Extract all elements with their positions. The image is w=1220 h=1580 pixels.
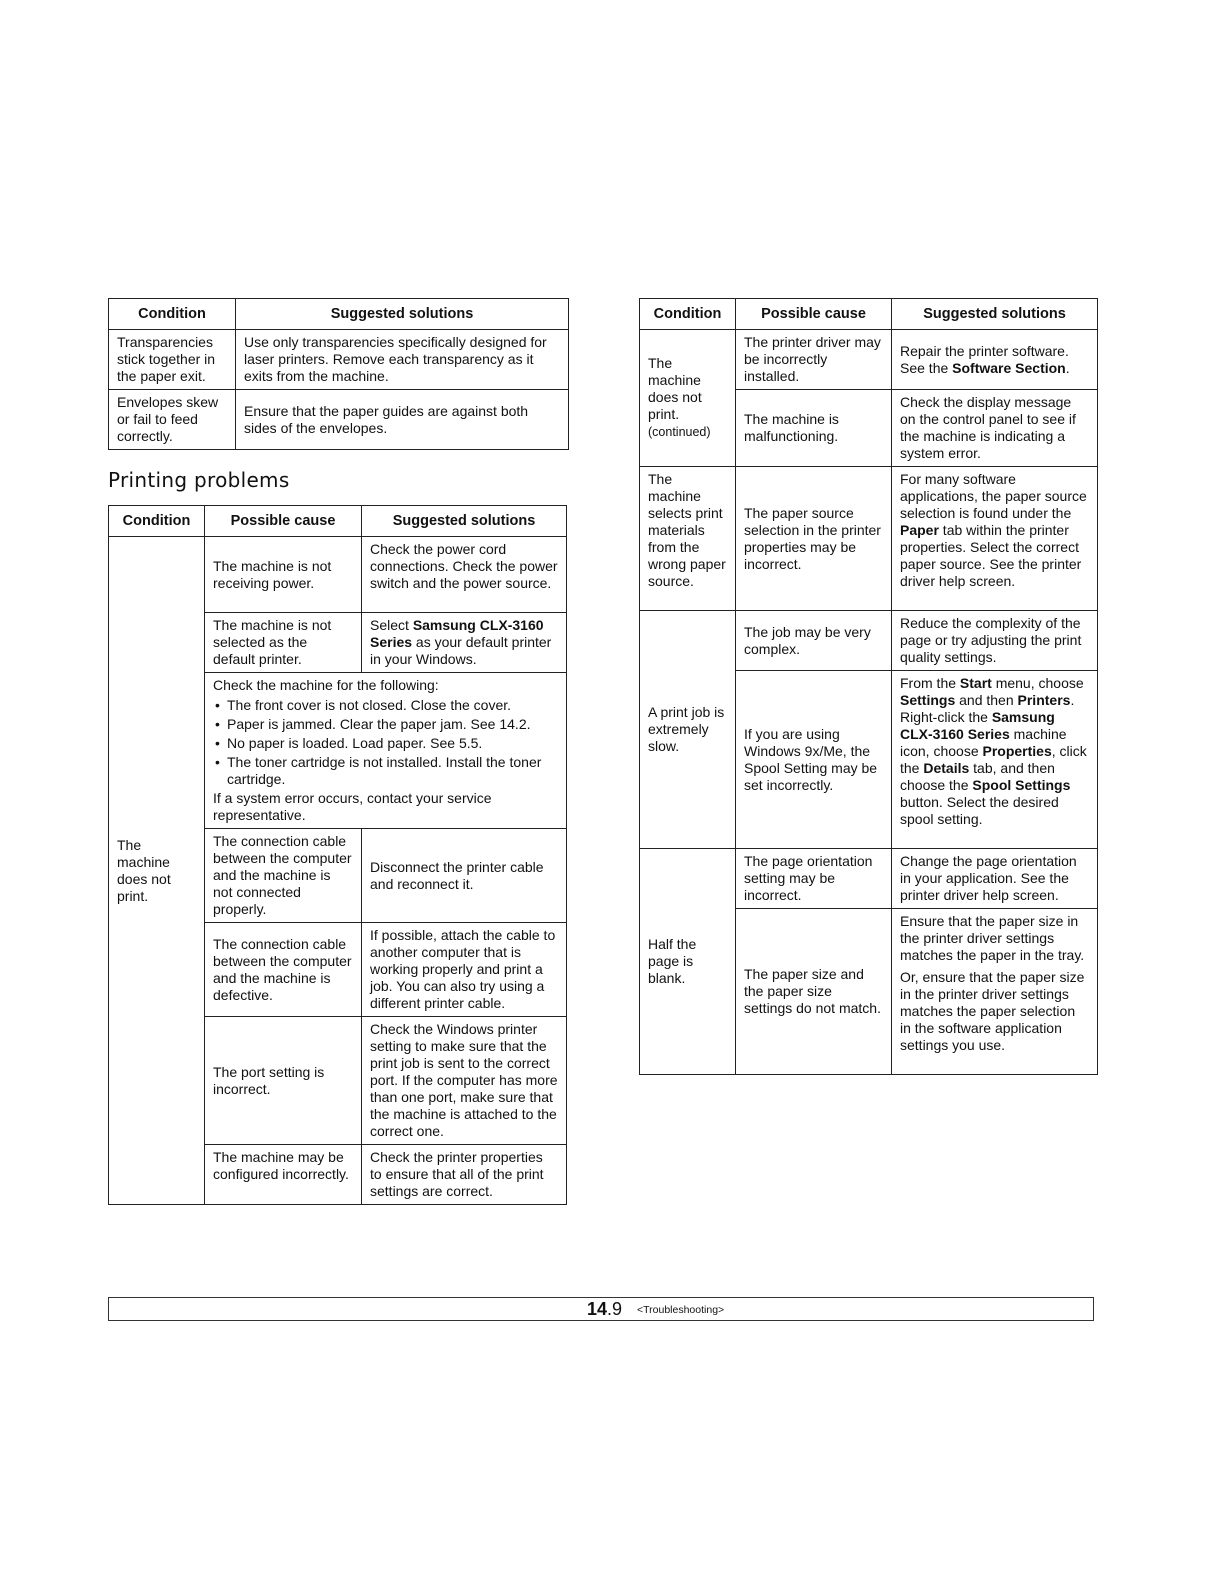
cause-cell: The paper source selection in the printer properties may be incorrect.: [736, 467, 892, 611]
solution-text: .: [1065, 359, 1070, 376]
page-number: [587, 1299, 622, 1320]
solution-text: menu, choose: [991, 675, 1084, 691]
solution-text: as your default printer in your Windows.: [370, 634, 552, 667]
paper-tab-ref: Paper: [900, 522, 939, 538]
condition-cell: The machine selects print materials from the wrong paper source.: [640, 467, 736, 611]
solution-paragraph: Or, ensure that the paper size in the printer driver settings matches the paper selection in the software application settings you use.: [900, 969, 1085, 1053]
header-possible-cause: Possible cause: [205, 506, 362, 537]
checklist-outro: If a system error occurs, contact your service representative.: [213, 790, 492, 823]
solution-cell: [892, 671, 1098, 849]
cause-cell: The machine is not receiving power.: [205, 537, 362, 613]
solution-cell: Use only transparencies specifically designed for laser printers. Remove each transparency as it exits from the machine.: [236, 330, 569, 390]
cause-cell: The port setting is incorrect.: [205, 1017, 362, 1145]
properties-ref: Properties: [982, 743, 1052, 759]
solution-cell: Check the power cord connections. Check the power switch and the power source.: [362, 537, 567, 613]
spool-settings-ref: Spool Settings: [972, 777, 1071, 793]
checklist-item: • The toner cartridge is not installed. Install the toner cartridge.: [227, 754, 558, 788]
cause-cell: The machine is malfunctioning.: [736, 390, 892, 467]
condition-cell: Envelopes skew or fail to feed correctly.: [109, 390, 236, 450]
details-ref: Details: [923, 760, 970, 776]
checklist-cell: [205, 673, 567, 829]
solution-text: . Right-click the: [900, 692, 1075, 725]
page-number-minor: .9: [607, 1299, 623, 1319]
condition-cell: [640, 330, 736, 467]
solution-text: Repair the printer software. See the: [900, 342, 1069, 376]
solution-cell: Check the printer properties to ensure that all of the print settings are correct.: [362, 1145, 567, 1205]
condition-cell: A print job is extremely slow.: [640, 611, 736, 849]
checklist-item: • Paper is jammed. Clear the paper jam. See 14.2.: [227, 716, 558, 733]
cause-cell: The page orientation setting may be incorrect.: [736, 849, 892, 909]
solution-cell: Check the display message on the control panel to see if the machine is indicating a system error.: [892, 390, 1098, 467]
checklist-item: • No paper is loaded. Load paper. See 5.5.: [227, 735, 558, 752]
page-number-major: 14: [587, 1299, 608, 1319]
chapter-name: <Troubleshooting>: [637, 1304, 725, 1316]
solution-text: button. Select the desired spool setting.: [900, 794, 1059, 827]
header-condition: Condition: [640, 299, 736, 330]
paper-feed-table: [108, 298, 569, 450]
printing-problems-table: [108, 505, 567, 1205]
continued-note: (continued): [648, 425, 711, 439]
solution-text: For many software applications, the paper source selection is found under the: [900, 471, 1087, 521]
cause-cell: The job may be very complex.: [736, 611, 892, 671]
checklist-intro: Check the machine for the following:: [213, 677, 439, 693]
model-name: Samsung CLX-3160 Series: [900, 709, 1055, 742]
header-condition: Condition: [109, 299, 236, 330]
page-footer: [108, 1297, 1094, 1321]
solution-paragraph: Ensure that the paper size in the printer driver settings matches the paper in the tray.: [900, 913, 1085, 963]
header-suggested-solutions: Suggested solutions: [236, 299, 569, 330]
solution-cell: If possible, attach the cable to another computer that is working properly and print a job. You can also try using a different printer cable.: [362, 923, 567, 1017]
solution-text: machine icon, choose: [900, 726, 1067, 759]
solution-text: From the: [900, 675, 960, 691]
solution-text: and then: [955, 692, 1018, 708]
software-section-ref: Software Section: [952, 359, 1066, 376]
solution-cell: Check the Windows printer setting to make sure that the print job is sent to the correct port. If the computer has more than one port, make sure that the machine is attached to the correct one.: [362, 1017, 567, 1145]
cause-cell: The printer driver may be incorrectly installed.: [736, 330, 892, 390]
solution-cell: Change the page orientation in your application. See the printer driver help screen.: [892, 849, 1098, 909]
header-condition: Condition: [109, 506, 205, 537]
solution-cell: [892, 330, 1098, 390]
header-suggested-solutions: Suggested solutions: [362, 506, 567, 537]
cause-cell: The machine may be configured incorrectly.: [205, 1145, 362, 1205]
section-title: Printing problems: [108, 468, 290, 492]
condition-cell: Half the page is blank.: [640, 849, 736, 1075]
start-menu-ref: Start: [959, 675, 992, 691]
solution-cell: Ensure that the paper guides are against both sides of the envelopes.: [236, 390, 569, 450]
solution-text: tab, and then choose the: [900, 760, 1055, 793]
condition-cell: Transparencies stick together in the paper exit.: [109, 330, 236, 390]
condition-cell: The machine does not print.: [109, 537, 205, 1205]
cause-cell: The machine is not selected as the default printer.: [205, 613, 362, 673]
solution-cell: Disconnect the printer cable and reconnect it.: [362, 829, 567, 923]
header-possible-cause: Possible cause: [736, 299, 892, 330]
settings-ref: Settings: [900, 692, 956, 708]
checklist-item: • The front cover is not closed. Close the cover.: [227, 697, 558, 714]
solution-cell: [362, 613, 567, 673]
cause-cell: The paper size and the paper size settings do not match.: [736, 909, 892, 1075]
cause-cell: The connection cable between the computer and the machine is defective.: [205, 923, 362, 1017]
cause-cell: If you are using Windows 9x/Me, the Spool Setting may be set incorrectly.: [736, 671, 892, 849]
printing-problems-continued-table: [639, 298, 1098, 1075]
condition-text: The machine does not print.: [648, 355, 702, 422]
solution-text: tab within the printer properties. Select the correct paper source. See the printer driver help screen.: [900, 522, 1082, 589]
header-suggested-solutions: Suggested solutions: [892, 299, 1098, 330]
solution-text: , click the: [900, 743, 1087, 776]
checklist: [213, 697, 558, 788]
cause-cell: The connection cable between the computer and the machine is not connected properly.: [205, 829, 362, 923]
solution-cell: [892, 909, 1098, 1075]
solution-text: Select: [370, 617, 413, 633]
solution-cell: [892, 467, 1098, 611]
solution-cell: Reduce the complexity of the page or try adjusting the print quality settings.: [892, 611, 1098, 671]
printers-ref: Printers: [1017, 692, 1071, 708]
model-name: Samsung CLX-3160 Series: [370, 617, 544, 650]
